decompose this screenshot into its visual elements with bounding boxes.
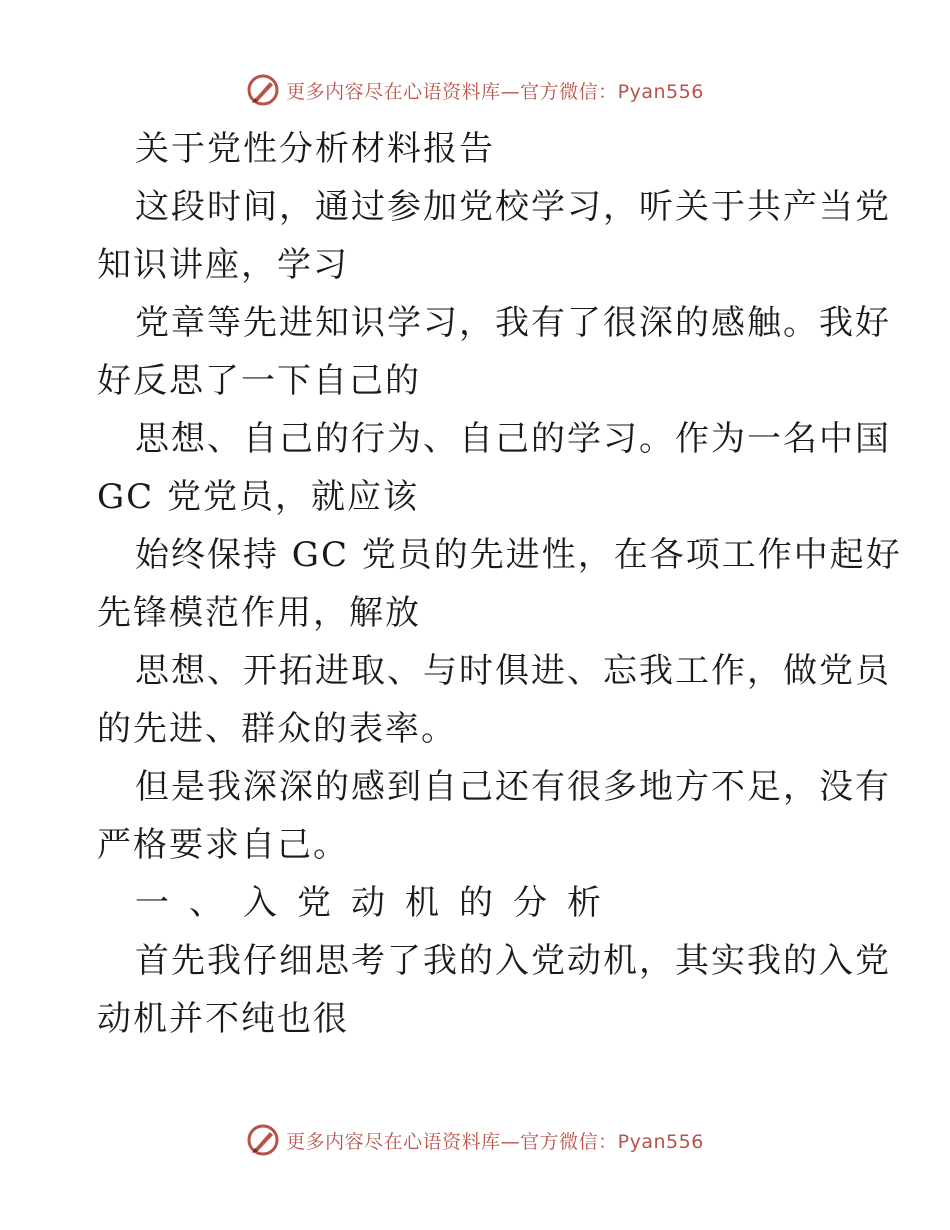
watermark-text: 更多内容尽在心语资料库—官方微信：Pyan556 <box>286 80 704 103</box>
paragraph-line: 的先进、群众的表率。 <box>97 709 457 749</box>
paragraph-line: 严格要求自己。 <box>97 825 349 865</box>
paragraph-line: 但是我深深的感到自己还有很多地方不足，没有 <box>135 767 891 807</box>
watermark-banner-bottom <box>0 1120 950 1160</box>
section-heading: 一、入党动机的分析 <box>135 883 621 923</box>
paragraph-line: 党章等先进知识学习，我有了很深的感触。我好 <box>135 303 891 343</box>
paragraph-line: 知识讲座，学习 <box>97 245 349 285</box>
paragraph-line: 好反思了一下自己的 <box>97 361 421 401</box>
paragraph-line: 先锋模范作用，解放 <box>97 593 421 633</box>
paragraph-line: 思想、自己的行为、自己的学习。作为一名中国 <box>135 419 891 459</box>
paragraph-line: 思想、开拓进取、与时俱进、忘我工作，做党员 <box>135 651 891 691</box>
paragraph-line: 首先我仔细思考了我的入党动机，其实我的入党 <box>135 941 891 981</box>
quill-pen-logo-icon <box>246 73 280 107</box>
watermark-text: 更多内容尽在心语资料库—官方微信：Pyan556 <box>286 1130 704 1153</box>
paragraph-line: GC 党党员，就应该 <box>97 477 419 517</box>
paragraph-line: 这段时间，通过参加党校学习，听关于共产当党 <box>135 187 891 227</box>
quill-pen-logo-icon <box>246 1123 280 1157</box>
watermark-banner-top <box>0 70 950 110</box>
document-body <box>97 120 902 1048</box>
paragraph-line: 动机并不纯也很 <box>97 999 349 1039</box>
document-title: 关于党性分析材料报告 <box>135 129 495 169</box>
paragraph-line: 始终保持 GC 党员的先进性，在各项工作中起好 <box>135 535 902 575</box>
